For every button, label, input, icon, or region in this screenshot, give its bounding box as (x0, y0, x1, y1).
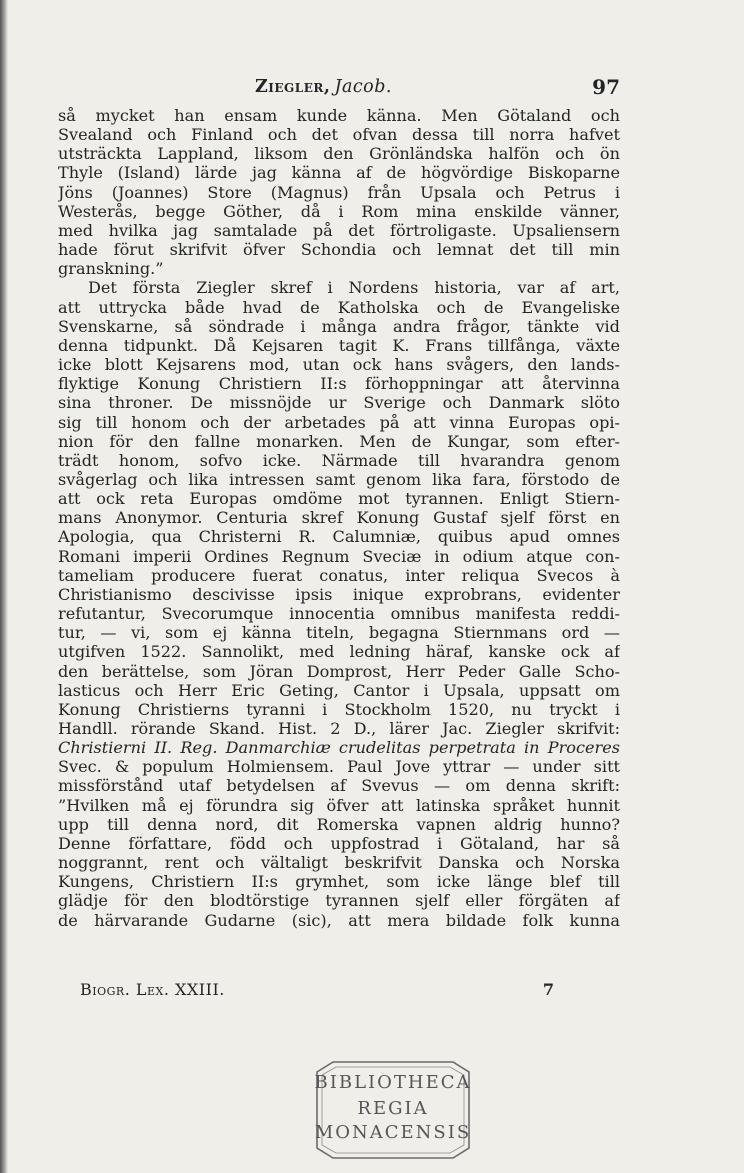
text-line: Westerås, begge Göther, då i Rom mina enskilde vänner, (58, 201, 620, 221)
text-line: noggrannt, rent och vältaligt beskrifvit Danska och Norska (58, 853, 620, 873)
text-line: den berättelse, som Jöran Domprost, Herr Peder Galle Scho- (58, 661, 620, 681)
text-line: Handll. rörande Skand. Hist. 2 D., lärer Jac. Ziegler skrifvit: (58, 719, 620, 738)
text-line: utsträckta Lappland, liksom den Grönländska halfön och ön (58, 144, 620, 164)
text-line: glädje för den blodtörstige tyrannen sjelf eller förgäten af (58, 891, 620, 911)
text-line: svågerlag och lika intressen samt genom lika fara, förstodo de (58, 469, 620, 489)
text-line: tameliam producere fuerat conatus, inter reliqua Svecos à (58, 565, 620, 585)
text-line: så mycket han ensam kunde känna. Men Götaland och (58, 106, 620, 125)
text-line: mans Anonymor. Centuria skref Konung Gustaf sjelf först en (58, 508, 620, 528)
text-line: utgifven 1522. Sannolikt, med ledning häraf, kanske ock af (58, 642, 620, 662)
text-line: hade förut skrifvit öfver Schondia och lemnat det till min (58, 240, 620, 260)
text-line: ”Hvilken må ej förundra sig öfver att latinska språket hunnit (58, 795, 620, 815)
header-author: Ziegler (255, 77, 324, 97)
page-edge-shadow (0, 0, 8, 1173)
text-line: Svenskarne, så söndrade i många andra frågor, tänkte vid (58, 316, 620, 336)
text-line: icke blott Kejsarens mod, utan ock hans svågers, den lands- (58, 355, 620, 375)
text-line: granskning.” (58, 259, 164, 279)
text-line: Christianismo descivisse ipsis inique exprobrans, evidenter (58, 584, 620, 604)
text-line: Det första Ziegler skref i Nordens historia, var af art, (88, 278, 620, 298)
text-line: Apologia, qua Christerni R. Calumniæ, quibus apud omnes (58, 527, 620, 547)
body-text (58, 106, 620, 930)
text-line: sig till honom och der arbetades på att vinna Europas opi- (58, 412, 620, 432)
text-line: att ock reta Europas omdöme mot tyrannen. Enligt Stiern- (58, 489, 620, 509)
text-line: upp till denna nord, dit Romerska vapnen aldrig hunno? (58, 814, 620, 834)
running-header (60, 75, 620, 101)
signature-line (58, 980, 620, 1000)
text-line: de härvarande Gudarne (sic), att mera bildade folk kunna (58, 910, 620, 930)
signature-mark: 7 (542, 980, 554, 999)
text-line: missförstånd utaf betydelsen af Svevus — om denna skrift: (58, 776, 620, 796)
text-line: flyktige Konung Christiern II:s förhoppningar att återvinna (58, 374, 620, 394)
library-stamp (313, 1060, 473, 1160)
text-line: Svec. & populum Holmiensem. Paul Jove yttrar — under sitt (58, 757, 620, 777)
text-line: denna tidpunkt. Då Kejsaren tagit K. Frans tillfånga, växte (58, 335, 620, 355)
header-given-name: Jacob. (334, 77, 392, 97)
text-line: Kungens, Christiern II:s grymhet, som icke länge blef till (58, 872, 620, 892)
page-number: 97 (592, 75, 620, 99)
stamp-line-2: REGIA (357, 1098, 429, 1119)
printer-signature: Biogr. Lex. XXIII. (80, 980, 225, 999)
text-line: Denne författare, född och uppfostrad i Götaland, har så (58, 833, 620, 853)
text-line: lasticus och Herr Eric Geting, Cantor i Upsala, uppsatt om (58, 680, 620, 700)
running-title (255, 77, 392, 97)
text-line: Svealand och Finland och det ofvan dessa till norra hafvet (58, 125, 620, 145)
stamp-line-3: MONACENSIS (314, 1122, 472, 1143)
text-line: att uttrycka både hvad de Katholska och de Evangeliske (58, 297, 620, 317)
text-line: trädt honom, sofvo icke. Närmade till hvarandra genom (58, 450, 620, 470)
text-line: Jöns (Joannes) Store (Magnus) från Upsala och Petrus i (58, 182, 620, 202)
text-line: Thyle (Island) lärde jag känna af de högvördige Biskoparne (58, 163, 620, 183)
text-line: tur, — vi, som ej känna titeln, begagna Stiernmans ord — (58, 623, 620, 643)
text-line: nion för den fallne monarken. Men de Kungar, som efter- (58, 431, 620, 451)
text-line: Konung Christierns tyranni i Stockholm 1520, nu tryckt i (58, 699, 620, 719)
header-separator: , (323, 77, 331, 97)
text-line: refutantur, Svecorumque innocentia omnibus manifesta reddi- (58, 604, 620, 624)
text-line: sina throner. De missnöjde ur Sverige och Danmark slöto (58, 393, 620, 413)
text-line: Romani imperii Ordines Regnum Sveciæ in odium atque con- (58, 546, 620, 566)
stamp-line-1: BIBLIOTHECA (314, 1072, 472, 1093)
text-line: Christierni II. Reg. Danmarchiæ crudelitas perpetrata in Proceres (58, 738, 620, 758)
text-line: med hvilka jag samtalade på det förtroligaste. Upsaliensern (58, 220, 620, 240)
